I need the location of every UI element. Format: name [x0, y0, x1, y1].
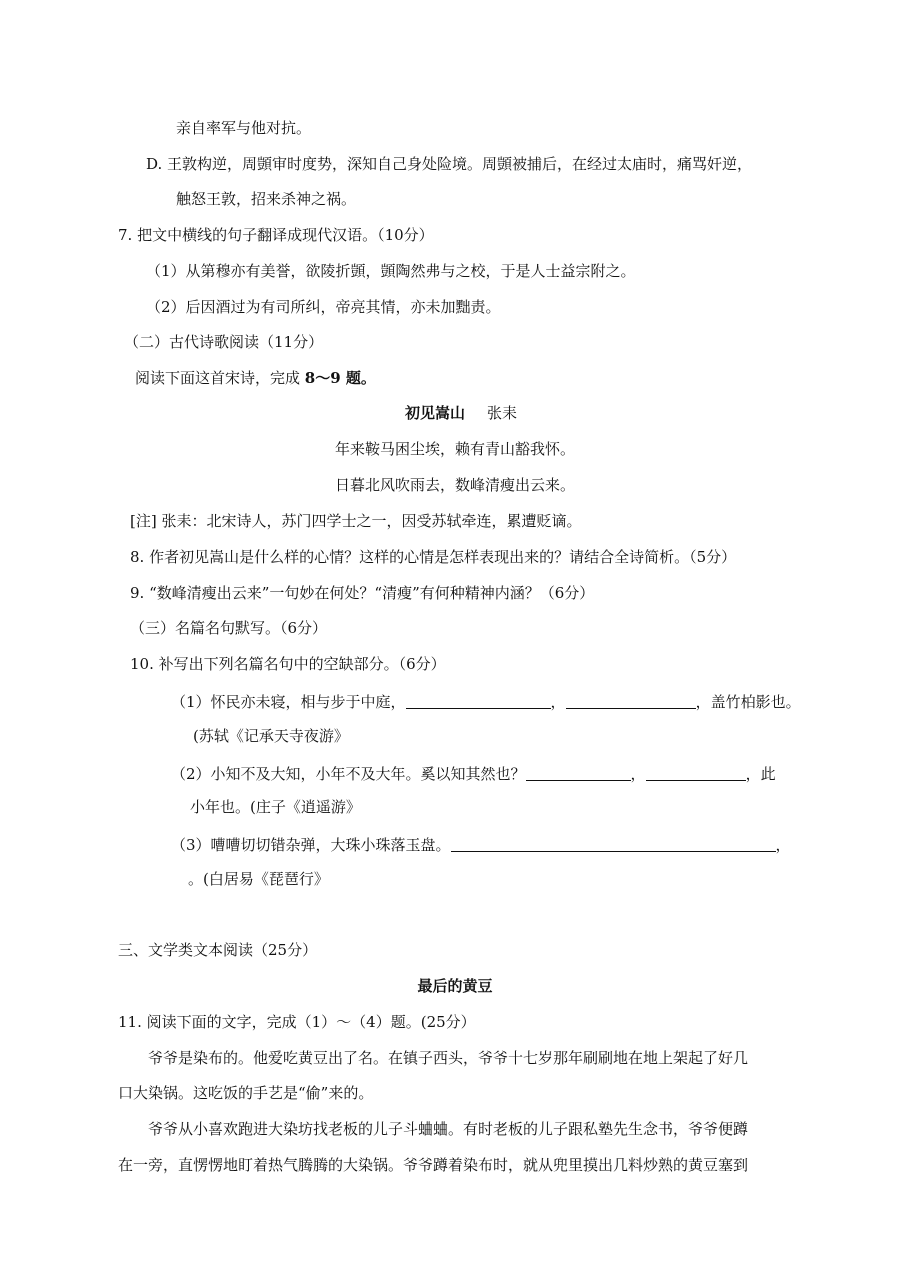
poem-note: [注] 张耒：北宋诗人，苏门四学士之一，因受苏轼牵连，累遭贬谪。 [130, 512, 582, 530]
question-10-item-1-source: (苏轼《记承天寺夜游》 [193, 727, 349, 745]
question-10-item-2-continuation: 小年也。(庄子《逍遥游》 [190, 798, 361, 816]
item-1-blank-a[interactable] [406, 693, 551, 709]
question-10-item-3 [171, 836, 791, 853]
option-d-continuation: 触怒王敦，招来杀神之祸。 [176, 190, 357, 208]
option-d: D. 王敦构逆，周顗审时度势，深知自己身处险境。周顗被捕后，在经过太庙时，痛骂奸逆， [146, 155, 753, 173]
story-paragraph-2-line-1: 爷爷从小喜欢跑进大染坊找老板的儿子斗蛐蛐。有时老板的儿子跟私塾先生念书，爷爷便蹲 [148, 1120, 749, 1138]
story-paragraph-2-line-2: 在一旁，直愣愣地盯着热气腾腾的大染锅。爷爷蹲着染布时，就从兜里摸出几料炒熟的黄豆塞到 [118, 1156, 749, 1174]
item-1-text: （1）怀民亦未寝，相与步于中庭， [171, 693, 406, 711]
item-2-text: （2）小知不及大知，小年不及大年。奚以知其然也？ [171, 765, 526, 783]
item-3-blank-a[interactable] [451, 836, 776, 852]
option-c-continuation: 亲自率军与他对抗。 [176, 119, 312, 137]
poem-line-2: 日暮北风吹雨去，数峰清瘦出云来。 [334, 476, 575, 494]
question-10-item-1 [171, 693, 801, 710]
question-7-sentence-1: （1）从第穆亦有美誉，欲陵折顗，顗陶然弗与之校，于是人士益宗附之。 [146, 262, 636, 280]
section-poetry-heading: （二）古代诗歌阅读（11分） [124, 333, 324, 351]
item-2-blank-a[interactable] [526, 765, 631, 781]
story-paragraph-1-line-2: 口大染锅。这吃饭的手艺是“偷”来的。 [118, 1084, 374, 1102]
item-2-blank-b[interactable] [646, 765, 746, 781]
poetry-instruction [135, 371, 376, 386]
question-10: 10. 补写出下列名篇名句中的空缺部分。（6分） [130, 655, 446, 673]
question-10-item-3-source: 。(白居易《琵琶行》 [188, 870, 329, 888]
question-10-item-2 [171, 765, 776, 782]
item-1-blank-b[interactable] [566, 693, 696, 709]
item-1-comma: ， [550, 693, 566, 711]
item-2-tail: ，此 [745, 765, 776, 783]
poem-title: 初见嵩山 [405, 404, 466, 422]
item-2-comma: ， [630, 765, 646, 783]
story-paragraph-1-line-1: 爷爷是染布的。他爱吃黄豆出了名。在镇子西头，爷爷十七岁那年刷刷地在地上架起了好几 [148, 1049, 749, 1067]
poetry-instruction-text: 阅读下面这首宋诗，完成 [135, 369, 305, 387]
question-11: 11. 阅读下面的文字，完成（1）～（4）题。(25分） [118, 1013, 476, 1031]
story-title: 最后的黄豆 [417, 977, 493, 995]
question-9: 9. “数峰清瘦出云来”一句妙在何处？“清瘦”有何种精神内涵？（6分） [130, 584, 595, 602]
poem-line-1: 年来鞍马困尘埃，赖有青山豁我怀。 [334, 440, 575, 458]
question-7-sentence-2: （2）后因酒过为有司所纠，帝亮其情，亦未加黜责。 [146, 298, 501, 316]
question-7: 7. 把文中横线的句子翻译成现代汉语。（10分） [118, 226, 434, 244]
poem-author: 张耒 [487, 404, 518, 422]
poetry-instruction-range: 8～9 题。 [304, 369, 376, 387]
poem-heading [405, 406, 517, 421]
item-1-tail: ，盖竹柏影也。 [695, 693, 801, 711]
item-3-text: （3）嘈嘈切切错杂弹，大珠小珠落玉盘。 [171, 836, 451, 854]
section-literature-heading: 三、文学类文本阅读（25分） [118, 941, 318, 959]
question-8: 8. 作者初见嵩山是什么样的心情？这样的心情是怎样表现出来的？请结合全诗简析。（5分） [130, 548, 737, 566]
section-recitation-heading: （三）名篇名句默写。（6分） [130, 619, 328, 637]
item-3-comma: ， [775, 836, 791, 854]
